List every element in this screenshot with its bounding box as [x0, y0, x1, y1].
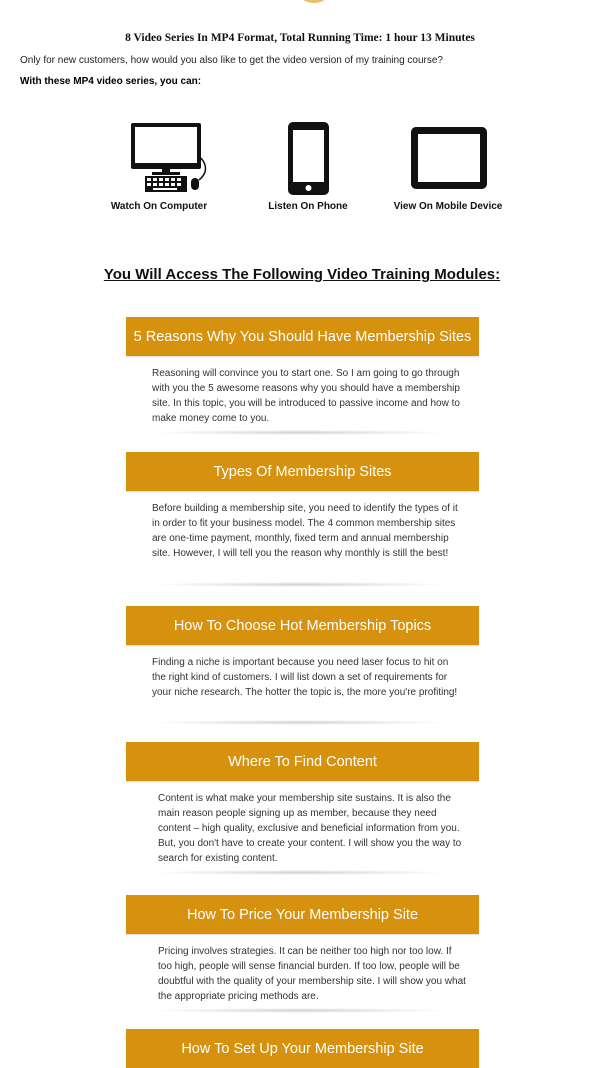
module-1: [126, 317, 479, 426]
module-title: Types Of Membership Sites: [126, 452, 479, 491]
module-3: [126, 606, 479, 700]
headline: 8 Video Series In MP4 Format, Total Running Time: 1 hour 13 Minutes: [125, 32, 475, 44]
module-description: Content is what make your membership site sustains. It is also the main reason people signing up as member, because they need content – high quality, exclusive and beneficial information from you. But, you don't have to create your content. I will show you the way to search for existing content.: [158, 793, 462, 864]
divider: [150, 430, 450, 435]
divider: [150, 870, 450, 875]
module-4: [126, 742, 479, 866]
module-title: How To Choose Hot Membership Topics: [126, 606, 479, 645]
device-label: Listen On Phone: [268, 201, 348, 212]
module-description: Finding a niche is important because you need laser focus to hit on the right kind of customers. I will list down a set of requirements for your niche research. The hotter the topic is, the more you're profiting!: [152, 657, 458, 698]
device-label: View On Mobile Device: [393, 201, 503, 212]
module-description: Before building a membership site, you need to identify the types of it in order to fit your business model. The 4 common membership sites are one-time payment, monthly, fixed term and annual membership site. However, I will tell you the reason why monthly is still the best!: [152, 503, 458, 559]
module-title: How To Set Up Your Membership Site: [126, 1029, 479, 1068]
module-2: [126, 452, 479, 561]
module-6: [126, 1029, 479, 1068]
access-title: You Will Access The Following Video Training Modules:: [103, 266, 501, 283]
module-5: [126, 895, 479, 1004]
device-phone: [258, 120, 358, 212]
module-title: How To Price Your Membership Site: [126, 895, 479, 934]
divider: [150, 1008, 450, 1013]
intro-text: Only for new customers, how would you also like to get the video version of my training course?: [20, 55, 443, 66]
logo-image: [276, 0, 356, 16]
device-tablet: [390, 120, 506, 212]
module-title: 5 Reasons Why You Should Have Membership Sites: [126, 317, 479, 356]
tablet-icon: [390, 120, 506, 196]
device-computer: [103, 120, 215, 212]
with-text: With these MP4 video series, you can:: [20, 76, 202, 87]
phone-icon: [258, 120, 358, 196]
computer-icon: [103, 120, 215, 196]
module-description: Reasoning will convince you to start one. So I am going to go through with you the 5 awesome reasons why you should have a membership site. In this topic, you will be introduced to passive income and how to make money come to you.: [152, 368, 460, 424]
module-description: Pricing involves strategies. It can be neither too high nor too low. If too high, people will sense financial burden. If too low, people will be doubtful with the quality of your membership site. I will show you what the appropriate pricing methods are.: [158, 946, 466, 1002]
module-title: Where To Find Content: [126, 742, 479, 781]
divider: [150, 720, 450, 725]
device-label: Watch On Computer: [110, 201, 208, 212]
divider: [150, 582, 450, 587]
